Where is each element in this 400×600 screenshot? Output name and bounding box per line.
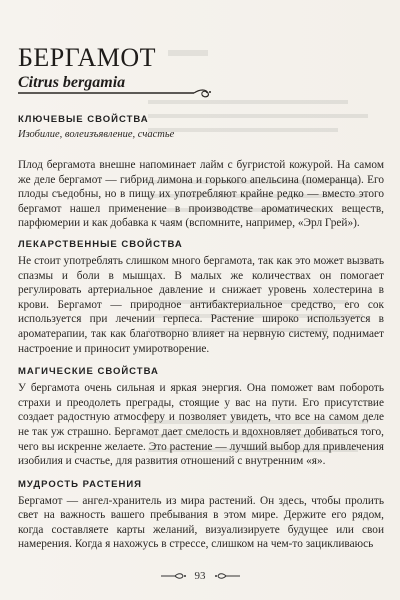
ornamental-rule-divider	[18, 87, 384, 101]
page-footer	[0, 568, 400, 584]
left-ornament-icon	[161, 572, 187, 580]
wisdom-heading: МУДРОСТЬ РАСТЕНИЯ	[18, 478, 143, 490]
wisdom-paragraph: Бергамот — ангел-хранитель из мира растений. Он здесь, чтобы пролить свет на важность вашего пребывания в этом мире. Держите его рядом, когда составляете карты желаний, визуализируете будущее или свои намерения. Когда я нахожусь в стрессе, слишком на чем-то зацикливаюсь	[18, 494, 384, 551]
page-number: 93	[194, 570, 206, 582]
magical-paragraph: У бергамота очень сильная и яркая энергия. Она поможет вам побороть страхи и преодолеть преграды, стоящие у вас на пути. Его присутствие создает радостную атмосферу и позволяет увидеть, что все на самом деле не так уж страшно. Бергамот дает смелость и вдохновляет добиваться того, чего вы искренне желаете. Это растение — лучший выбор для привлечения изобилия и счастье, для развития отношений с внутренним «я».	[18, 382, 384, 468]
right-ornament-icon	[214, 572, 240, 580]
medicinal-heading: ЛЕКАРСТВЕННЫЕ СВОЙСТВА	[18, 238, 183, 250]
magical-heading: МАГИЧЕСКИЕ СВОЙСТВА	[18, 366, 159, 378]
key-properties-keywords: Изобилие, волеизъявление, счастье	[18, 129, 175, 140]
page-content	[18, 44, 384, 552]
latin-name: Citrus bergamia	[18, 74, 126, 91]
page-title: БЕРГАМОТ	[18, 43, 157, 72]
key-properties-heading: КЛЮЧЕВЫЕ СВОЙСТВА	[18, 114, 149, 125]
intro-paragraph: Плод бергамота внешне напоминает лайм с бугристой кожурой. На самом же деле бергамот — гибрид лимона и горького апельсина (померанца). Его плоды съедобны, но в пищу их употребляют крайне редко — вместо этого бергамот нашел применение в производстве ароматических веществ, парфюмерии и как добавка к чаям (вспомните, например, «Эрл Грей»).	[18, 159, 384, 230]
medicinal-paragraph: Не стоит употреблять слишком много бергамота, так как это может вызвать спазмы и боли в мышцах. В малых же количествах он помогает регулировать артериальное давление и снижает уровень холестерина в крови. Бергамот — природное антибактериальное средство, его сок используется при лечении герпеса. Растение широко используется в ароматерапии, так как благотворно влияет на нервную систему, поднимает настроение и приносит умиротворение.	[18, 254, 384, 355]
